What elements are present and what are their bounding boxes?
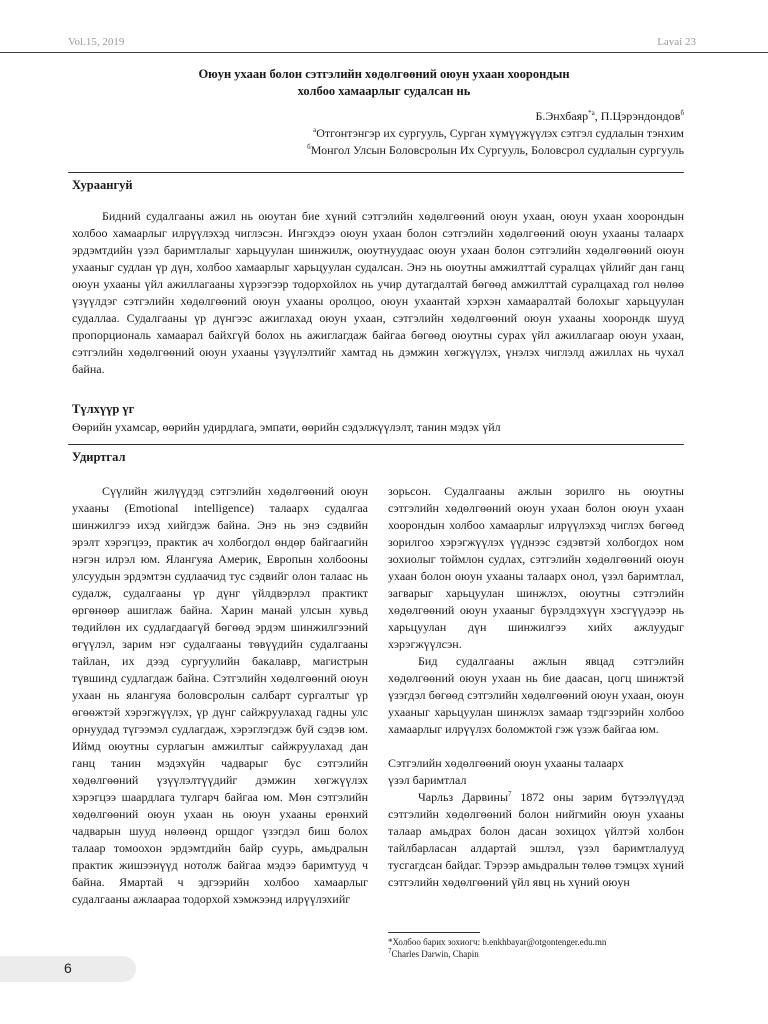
abstract-text: Бидний судалгааны ажил нь оюутан бие хүний сэтгэлийн хөдөлгөөний оюун ухаан, оюун ухаан хоорондын холбоо хамаарлыг илрүүлэхэд чиглэсэн. Ингэхдээ оюун ухаан болон сэтгэлийн хөдөлгөөний оюун ухааны талаарх эрдэмтдийн үзэл баримтлалыг харьцуулан шинжилж, оюутнуудаас оюун ухаан болон сэтгэлийн хөдөлгөөний оюун ухааныг судлан үр дүн, холбоо хамаарлыг харьцуулан судалсан. Энэ нь оюутны амжилттай суралцах үйлийг дан ганц оюун ухааны үйл ажиллагааны хүрээгээр тодорхойлох нь учир дутагдалтай бөгөөд амжилттай суралцахад гол нөлөө үзүүлдэг сэтгэлийн хөдөлгөөний оюун ухааны оролцоо, оюун ухаантай хэрхэн хамааралтай болохыг харьцуулан судаллаа. Судалгааны үр дүнгээс ажиглахад оюун ухаан, сэтгэлийн хөдөлгөөний оюун ухааны хоорондк шууд пропорциональ хамаарал байхгүй болох нь ажиглагдаж байгаа бөгөөд оюутны сурах үйл ажиллагаар оюун ухаан, сэтгэлийн хөдөлгөөний оюун ухааны үзүүлэлтийг хамтад нь дэмжин хөгжүүлэх, үнэлэх чиглэлд ажиллах нь чухал байна. xyxy=(72,209,684,376)
intro-paragraph-2: зорьсон. Судалгааны ажлын зорилго нь оюутны сэтгэлийн хөдөлгөөний оюун ухаан болон оюун ухаан хоорондын холбоо хамаарлыг илрүүлэхэд чиглэх бөгөөд зорилгоо хэрэгжүүлэх үүднээс сэдэвтэй холбогдох ном зохиолыг тоймлон судлах, сэтгэлийн хөдөлгөөний оюун ухаан болон оюун ухааны талаарх онол, үзэл баримтлал, загварыг харьцуулан шинжлэх, оюутны сэтгэлийн хөдөлгөөний оюун ухааныг бүрэлдэхүүн хэсгүүдээр нь харьцуулан дүн шинжилгээ хийх ажлуудыг хэрэгжүүлсэн. xyxy=(388,484,684,651)
title-line-2: холбоо хамаарлыг судалсан нь xyxy=(297,84,471,98)
intro-heading: Удиртгал xyxy=(72,450,126,464)
footnote-contact: *Холбоо барих зохиогч: b.enkhbayar@otgontenger.edu.mn xyxy=(388,937,607,947)
title-line-1: Оюун ухаан болон сэтгэлийн хөдөлгөөний оюун ухаан хоорондын xyxy=(198,67,570,81)
abstract-heading: Хураангуй xyxy=(72,178,133,192)
left-column xyxy=(72,483,368,908)
journal-volume: Vol.15, 2019 xyxy=(68,36,125,48)
footnotes xyxy=(388,936,688,960)
keywords-text: Өөрийн ухамсар, өөрийн удирдлага, эмпати, өөрийн сэдэлжүүлэлт, танин мэдэх үйл xyxy=(72,420,501,434)
article-title xyxy=(60,66,708,100)
page-number: 6 xyxy=(64,960,72,976)
affiliation-b: $^б$Монгол Улсын Боловсролын Их Сургууль, Боловсрол судлалын сургууль xyxy=(307,143,684,157)
abstract-top-rule xyxy=(68,172,684,173)
affiliation-a: $^а$Отгонтэнгэр их сургууль, Сурган хүмүүжүүлэх сэтгэл судлалын тэнхим xyxy=(313,126,684,140)
author-names: Б.Энхбаяр$^{*а}$, П.Цэрэндондов$^б$ xyxy=(535,109,684,123)
footnote-divider xyxy=(388,932,480,933)
intro-top-rule xyxy=(68,444,684,445)
intro-paragraph-1: Сүүлийн жилүүдэд сэтгэлийн хөдөлгөөний оюун ухааны (Emotional intelligence) талаарх судалгаа шинжилгээ ихэд хийгдэж байна. Энэ нь энэ сэдвийн эрэлт хэрэгцээ, практик ач холбогдол өндөр байгаагийн нэгэн илрэл юм. Ялангуяа Америк, Европын холбооны улсуудын эрдэмтэн судлаачид тус сэдвийг олон талаас нь судалж, судалгааны үр дүнг үйлдвэрлэл практикт өргөнөөр ашиглаж байна. Харин манай улсын хувьд төдийлөн их судлагдаагүй бөгөөд эрдэм шинжилгээний өгүүлэл, зарим нэг судалгааны төвүүдийн судалгааны тайлан, их дээд сургуулийн бакалавр, магистрын түвшинд судлагдаж байна. Сэтгэлийн хөдөлгөөний оюун ухаан нь ялангуяа боловсролын салбарт сургалтыг үр өгөөжтэй хэрэгжүүлэх, үр дүнг сайжруулахад гадны улс орнуудад түгээмэл судлагдаж, хэрэглэгдэж буй сэдэв юм. Иймд оюутны сурлагын амжилтыг сайжруулахад дан ганц танин мэдэхүйн чадварыг бус сэтгэлийн хөдөлгөөний үзүүлэлтүүдийг дэмжин хөгжүүлэх хэрэгцээ шаардлага тулгарч байгаа юм. Мөн сэтгэлийн хөдөлгөөний оюун ухаан нь оюун ухааны ерөнхий чадварын шууд нөлөөнд оршдог үзэгдэл биш болох талаар томоохон эрдэмтдийн байр суурь, амьдралын практик жишээнүүд нотолж байгаа мэдээ баримтууд ч байна. Ямартай ч эдгээрийн холбоо хамаарлыг судалгааны ажлаараа тодорхой хэмжээнд илрүүлэхийг xyxy=(72,484,368,906)
authors-block xyxy=(307,108,684,159)
intro-paragraph-4: Чарльз Дарвины$^7$ 1872 оны зарим бүтээлүүдэд сэтгэлийн хөдөлгөөний болон нийгмийн оюун ухааны талаар амьдрах болон дасан зохицох үйлтэй холбон тайлбарласан алдартай эшлэл, үзэл баримтлалууд тусгагдсан байдаг. Тэрээр амьдралын төлөө тэмцэх хүний сэтгэлийн хөдөлгөөний үйл явц нь хүний оюун xyxy=(388,790,684,889)
right-column xyxy=(388,483,684,891)
intro-paragraph-3: Бид судалгааны ажлын явцад сэтгэлийн хөдөлгөөний оюун ухаан нь бие даасан, цогц шинжтэй үзэгдэл бөгөөд сэтгэлийн хөдөлгөөний оюун ухаан, оюун ухааныг харьцуулан шинжлэх замаар тэдгээрийн холбоо хамаарлыг илрүүлэх боломжтой гэж үзэж байгаа юм. xyxy=(388,654,684,736)
subsection-heading: Сэтгэлийн хөдөлгөөний оюун ухааны талаарх үзэл баримтлал xyxy=(388,756,624,787)
header-divider xyxy=(0,52,768,53)
keywords-heading: Түлхүүр үг xyxy=(72,402,135,416)
footnote-darwin: $^7$Charles Darwin, Chapin xyxy=(388,947,479,959)
running-header: Lavai 23 xyxy=(657,36,696,48)
